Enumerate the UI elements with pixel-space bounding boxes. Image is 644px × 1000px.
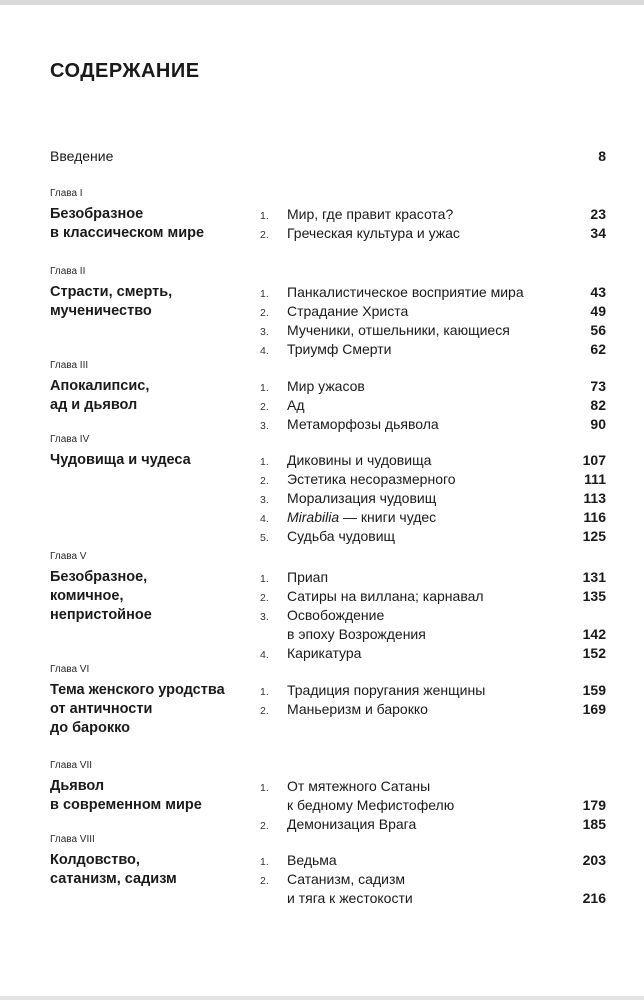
entry-text [287, 644, 606, 663]
chapter-title-line: Безобразное, [50, 569, 148, 585]
entry-text [287, 527, 606, 546]
entry-text [287, 396, 606, 415]
entry-page-number: 125 [582, 528, 606, 544]
entry-number: 4. [260, 513, 269, 525]
toc-entry[interactable] [260, 224, 606, 243]
entry-text [287, 700, 606, 719]
entry-number: 4. [260, 345, 269, 357]
entry-text-line: Диковины и чудовища [287, 452, 432, 468]
chapter-title-line: Страсти, смерть, [50, 284, 173, 300]
toc-entry[interactable] [260, 205, 606, 224]
entry-page-number: 62 [590, 341, 606, 357]
entry-number: 1. [260, 288, 269, 300]
entry-text-line: Морализация чудовищ [287, 490, 437, 506]
entry-number: 1. [260, 456, 269, 468]
chapter-number: Глава III [50, 360, 89, 371]
entry-text-line: Сатанизм, садизм [287, 871, 405, 887]
chapter-title-line: до барокко [50, 720, 131, 736]
entry-text-line: Mirabilia — книги чудес [287, 509, 437, 525]
chapter-block [50, 834, 606, 906]
entry-text-line: Приап [287, 569, 329, 585]
entry-number: 3. [260, 420, 269, 432]
toc-entry[interactable] [260, 508, 606, 527]
entry-text-line: Греческая культура и ужас [287, 225, 460, 241]
entry-page-number: 185 [582, 816, 606, 832]
entry-number: 1. [260, 573, 269, 585]
entry-page-number: 159 [582, 682, 606, 698]
chapter-title-line: мученичество [50, 303, 152, 319]
entry-text-line: Традиция поругания женщины [287, 682, 486, 698]
entry-number: 2. [260, 875, 269, 887]
toc-entry[interactable] [260, 681, 606, 700]
chapter-title [50, 451, 260, 470]
entry-text [287, 606, 606, 644]
toc-entry[interactable] [260, 451, 606, 470]
chapter-title-line: в современном мире [50, 797, 202, 813]
entry-page-number: 23 [590, 206, 606, 222]
chapter-entries [260, 451, 606, 546]
entry-number: 1. [260, 210, 269, 222]
chapter-number: Глава II [50, 266, 86, 277]
entry-page-number: 107 [582, 452, 606, 468]
entry-text-line: Ад [287, 397, 305, 413]
chapter-title [50, 777, 260, 815]
chapter-title-line: в классическом мире [50, 225, 205, 241]
toc-entry[interactable] [260, 606, 606, 644]
entry-page-number: 142 [582, 626, 606, 642]
entry-text-line: к бедному Мефистофелю [287, 797, 455, 813]
entry-text [287, 587, 606, 606]
entry-text-line: Маньеризм и барокко [287, 701, 428, 717]
chapter-title [50, 851, 260, 889]
entry-text [287, 508, 606, 527]
chapter-title-line: Колдовство, [50, 852, 140, 868]
entry-page-number: 113 [583, 490, 606, 506]
entry-page-number: 111 [584, 471, 606, 487]
entry-number: 2. [260, 820, 269, 832]
entry-text-line: Сатиры на виллана; карнавал [287, 588, 484, 604]
chapter-entries [260, 851, 606, 908]
entry-number: 3. [260, 326, 269, 338]
entry-text [287, 205, 606, 224]
toc-entry[interactable] [260, 321, 606, 340]
intro-label: Введение [50, 148, 114, 164]
chapter-title-line: сатанизм, садизм [50, 871, 177, 887]
toc-entry[interactable] [260, 415, 606, 434]
toc-entry[interactable] [260, 396, 606, 415]
entry-text [287, 568, 606, 587]
entry-text-line: Карикатура [287, 645, 362, 661]
chapter-number: Глава V [50, 551, 87, 562]
entry-italic-text: Mirabilia [287, 509, 340, 525]
toc-entry[interactable] [260, 777, 606, 815]
entry-page-number: 73 [590, 378, 606, 394]
chapter-entries [260, 681, 606, 719]
chapter-block [50, 266, 606, 357]
entry-text [287, 415, 606, 434]
entry-text-line: От мятежного Сатаны [287, 778, 431, 794]
entry-text [287, 224, 606, 243]
chapter-entries [260, 377, 606, 434]
chapter-entries [260, 568, 606, 663]
chapter-entries [260, 777, 606, 834]
entry-number: 4. [260, 649, 269, 661]
entry-number: 1. [260, 382, 269, 394]
entry-text [287, 470, 606, 489]
toc-entry[interactable] [260, 302, 606, 321]
chapter-entries [260, 283, 606, 359]
intro-page-number: 8 [598, 148, 606, 164]
entry-number: 2. [260, 705, 269, 717]
entry-text-line: Мир ужасов [287, 378, 365, 394]
entry-page-number: 43 [590, 284, 606, 300]
chapter-number: Глава VII [50, 760, 93, 771]
entry-page-number: 34 [590, 225, 606, 241]
chapter-title [50, 681, 260, 738]
entry-text [287, 851, 606, 870]
entry-text [287, 815, 606, 834]
toc-entry[interactable] [260, 568, 606, 587]
toc-entry[interactable] [260, 470, 606, 489]
chapter-number: Глава VI [50, 664, 90, 675]
entry-page-number: 216 [582, 890, 606, 906]
chapter-entries [260, 205, 606, 243]
toc-entry[interactable] [260, 851, 606, 870]
chapter-title-line: Апокалипсис, [50, 378, 150, 394]
entry-number: 1. [260, 782, 269, 794]
entry-number: 5. [260, 532, 269, 544]
page-top-edge [0, 0, 644, 5]
entry-page-number: 90 [590, 416, 606, 432]
toc-entry[interactable] [260, 377, 606, 396]
entry-number: 2. [260, 229, 269, 241]
toc-entry[interactable] [260, 815, 606, 834]
chapter-number: Глава VIII [50, 834, 95, 845]
entry-text [287, 283, 606, 302]
entry-text-line: Панкалистическое восприятие мира [287, 284, 524, 300]
chapter-block [50, 188, 606, 241]
toc-entry[interactable] [260, 283, 606, 302]
entry-text-line: Освобождение [287, 607, 385, 623]
entry-number: 2. [260, 401, 269, 413]
entry-page-number: 135 [582, 588, 606, 604]
entry-text-line: Демонизация Врага [287, 816, 417, 832]
entry-page-number: 82 [590, 397, 606, 413]
chapter-title-line: Безобразное [50, 206, 144, 222]
page-bottom-edge [0, 996, 644, 1000]
chapter-block [50, 434, 606, 544]
chapter-block [50, 551, 606, 661]
entry-text [287, 302, 606, 321]
entry-text-line: Мир, где правит красота? [287, 206, 454, 222]
entry-text [287, 681, 606, 700]
entry-page-number: 56 [590, 322, 606, 338]
entry-number: 1. [260, 686, 269, 698]
chapter-number: Глава I [50, 188, 83, 199]
toc-entry[interactable] [260, 870, 606, 908]
toc-entry[interactable] [260, 587, 606, 606]
entry-text [287, 340, 606, 359]
chapter-title-line: ад и дьявол [50, 397, 138, 413]
entry-text [287, 777, 606, 815]
chapter-title-line: Тема женского уродства [50, 682, 225, 698]
entry-text-line: Метаморфозы дьявола [287, 416, 439, 432]
chapter-block [50, 360, 606, 432]
entry-text-line: Страдание Христа [287, 303, 409, 319]
chapter-title-line: Дьявол [50, 778, 105, 794]
entry-number: 3. [260, 611, 269, 623]
chapter-title-line: комичное, [50, 588, 124, 604]
entry-page-number: 131 [582, 569, 606, 585]
toc-entry[interactable] [260, 489, 606, 508]
entry-text-line: Мученики, отшельники, кающиеся [287, 322, 510, 338]
entry-text [287, 451, 606, 470]
chapter-title [50, 377, 260, 415]
entry-number: 1. [260, 856, 269, 868]
entry-number: 2. [260, 307, 269, 319]
entry-text-line: Ведьма [287, 852, 337, 868]
toc-entry[interactable] [260, 527, 606, 546]
chapter-title [50, 205, 260, 243]
toc-entry[interactable] [260, 644, 606, 663]
entry-text [287, 870, 606, 908]
entry-page-number: 169 [582, 701, 606, 717]
chapter-number: Глава IV [50, 434, 90, 445]
entry-page-number: 203 [582, 852, 606, 868]
chapter-block [50, 760, 606, 832]
page-title: СОДЕРЖАНИЕ [50, 60, 200, 82]
chapter-block [50, 664, 606, 736]
entry-text-line: Триумф Смерти [287, 341, 392, 357]
entry-page-number: 116 [583, 509, 606, 525]
entry-text-line: Эстетика несоразмерного [287, 471, 456, 487]
chapter-title [50, 283, 260, 321]
chapter-title-line: Чудовища и чудеса [50, 452, 191, 468]
toc-entry[interactable] [260, 340, 606, 359]
entry-text-line: Судьба чудовищ [287, 528, 396, 544]
entry-number: 2. [260, 592, 269, 604]
entry-page-number: 152 [582, 645, 606, 661]
entry-text [287, 377, 606, 396]
entry-text-line: в эпоху Возрождения [287, 626, 426, 642]
entry-text [287, 321, 606, 340]
entry-page-number: 179 [582, 797, 606, 813]
entry-page-number: 49 [590, 303, 606, 319]
chapter-title [50, 568, 260, 625]
entry-number: 3. [260, 494, 269, 506]
chapter-title-line: непристойное [50, 607, 152, 623]
toc-entry[interactable] [260, 700, 606, 719]
chapter-title-line: от античности [50, 701, 153, 717]
entry-text [287, 489, 606, 508]
entry-number: 2. [260, 475, 269, 487]
entry-text-line: и тяга к жестокости [287, 890, 413, 906]
